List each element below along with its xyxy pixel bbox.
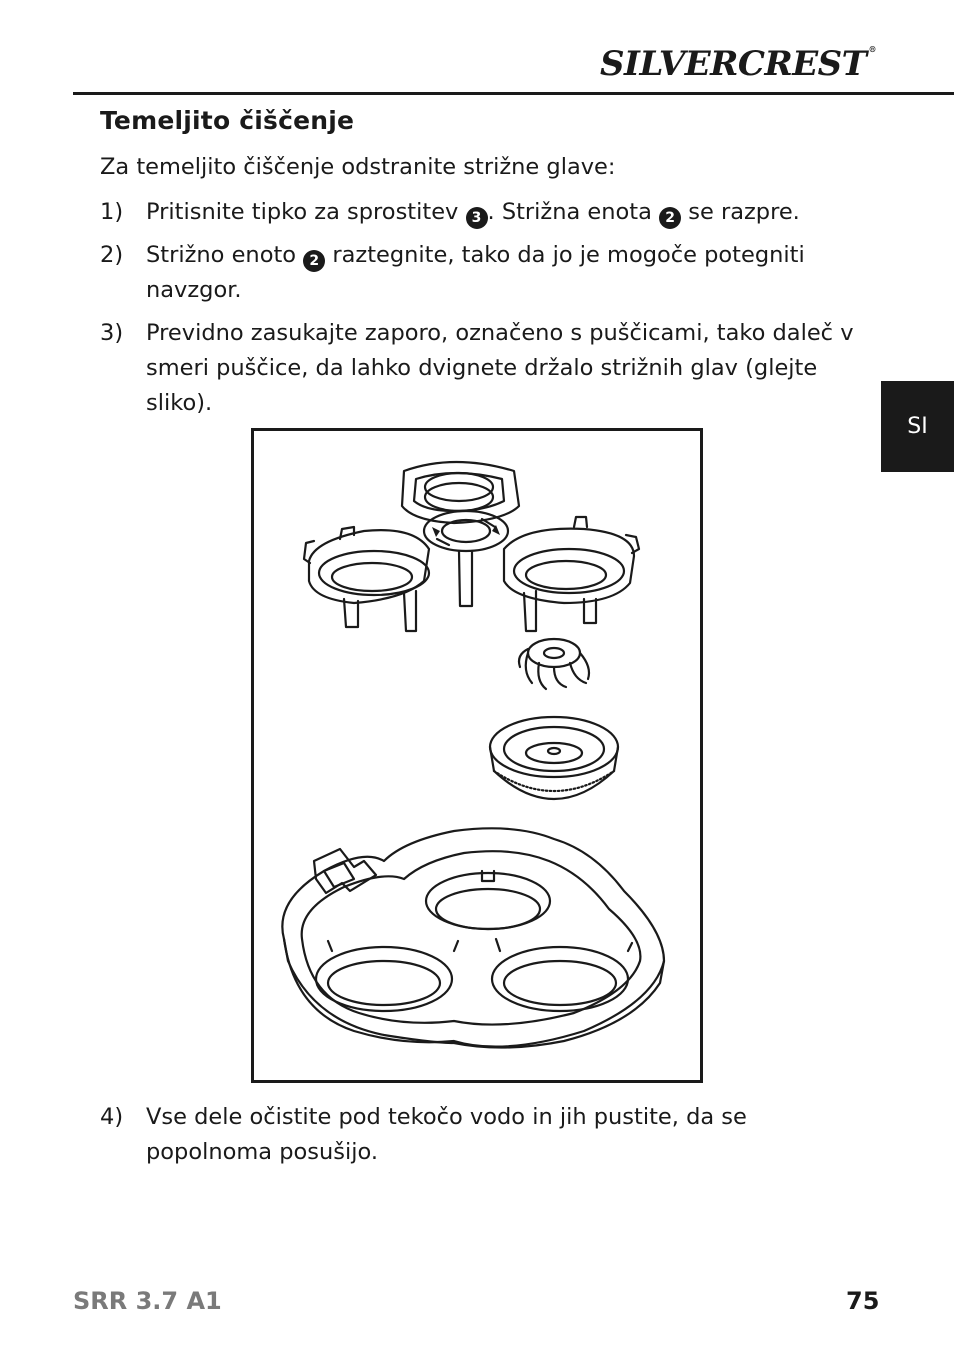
step-text: Strižno enoto 2 raztegnite, tako da jo je mogoče potegniti navzgor. [146,242,805,303]
brand-logo: SILVERCREST ® [600,44,876,84]
section-heading: Temeljito čiščenje [100,106,355,135]
model-number: SRR 3.7 A1 [73,1287,222,1315]
page-number: 75 [846,1287,880,1315]
step-text: Pritisnite tipko za sprostitev 3 . Strižna enota 2 se razpre. [146,195,870,230]
step-number: 2) [100,242,124,268]
head-holder-base [282,828,664,1047]
exploded-view-drawing [254,431,700,1080]
blade-holder-frame [304,462,639,631]
step-number: 1) [100,199,124,225]
ref-3-badge: 3 [466,207,488,229]
step-1 [100,195,870,230]
header-rule [73,92,954,95]
ref-2-badge: 2 [659,207,681,229]
intro-text: Za temeljito čiščenje odstranite strižne glave: [100,154,616,180]
step-4 [100,1100,870,1170]
language-tab: SI [881,381,954,472]
shaver-head-illustration [251,428,703,1083]
step-2 [100,238,870,308]
step-number: 4) [100,1104,124,1130]
cutter [519,639,589,689]
step-text: Vse dele očistite pod tekočo vodo in jih pustite, da se popolnoma posušijo. [146,1104,747,1165]
ref-2-badge: 2 [303,250,325,272]
shaving-head [490,717,618,799]
step-3 [100,316,870,421]
step-number: 3) [100,320,124,346]
step-text: Previdno zasukajte zaporo, označeno s puščicami, tako daleč v smeri puščice, da lahko dvignete držalo strižnih glav (glejte sliko). [146,320,854,416]
